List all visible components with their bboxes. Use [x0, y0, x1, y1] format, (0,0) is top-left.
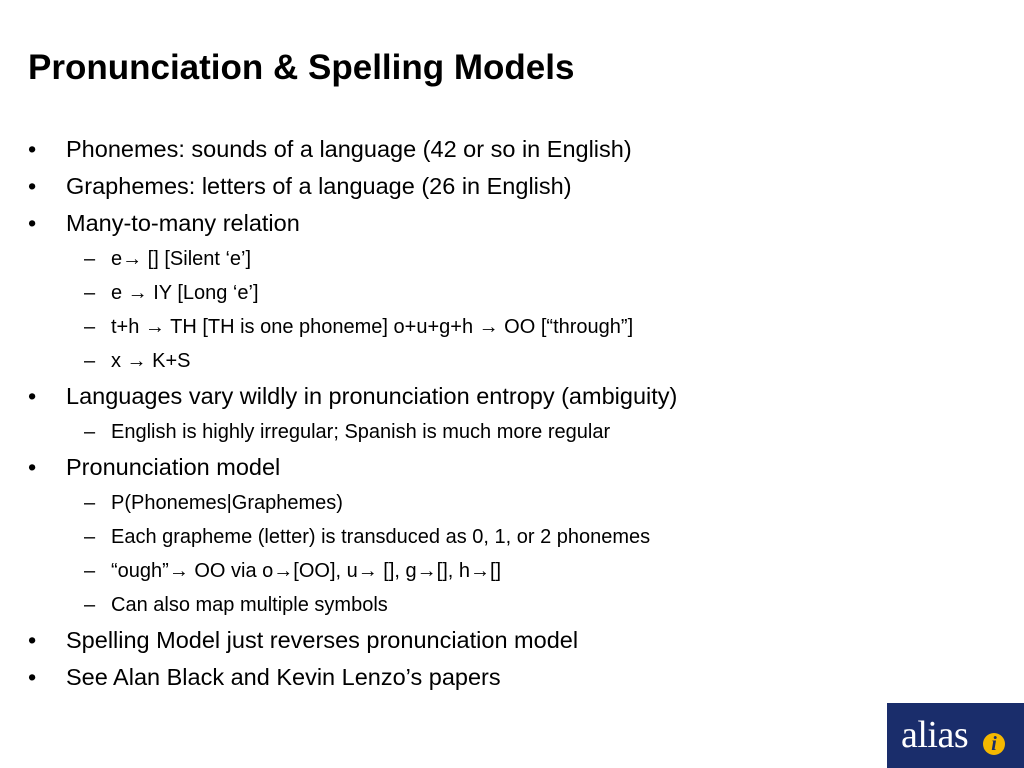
sub-bullet-item — [0, 588, 1024, 622]
sub-bullet-item — [0, 486, 1024, 520]
sub-bullet-text: “ough”→ OO via o→[OO], u→ [], g→[], h→[] — [111, 560, 502, 582]
slide-title: Pronunciation & Spelling Models — [28, 48, 575, 87]
bullet-item — [0, 378, 1024, 415]
bullet-item — [0, 622, 1024, 659]
logo-wordmark: alias — [901, 714, 969, 756]
dash-marker: – — [84, 594, 96, 616]
dash-marker: – — [84, 560, 96, 582]
sub-bullet-item — [0, 520, 1024, 554]
sub-bullet-text: P(Phonemes|Graphemes) — [111, 492, 343, 514]
dash-marker: – — [84, 350, 96, 372]
bullet-marker: • — [28, 454, 37, 480]
dash-marker: – — [84, 316, 96, 338]
dash-marker: – — [84, 421, 96, 443]
bullet-marker: • — [28, 664, 37, 690]
bullet-text: Graphemes: letters of a language (26 in English) — [66, 173, 572, 199]
sub-bullet-text: e → IY [Long ‘e’] — [111, 282, 259, 304]
dash-marker: – — [84, 282, 96, 304]
bullet-text: Spelling Model just reverses pronunciation model — [66, 627, 579, 653]
bullet-marker: • — [28, 383, 37, 409]
bullet-item — [0, 659, 1024, 696]
sub-bullet-text: e→ [] [Silent ‘e’] — [111, 248, 252, 270]
logo-i-mark: i — [991, 733, 997, 755]
bullet-list — [0, 131, 1024, 696]
sub-bullet-text: t+h → TH [TH is one phoneme] o+u+g+h → OO [“through”] — [111, 316, 634, 338]
sub-bullet-text: x → K+S — [111, 350, 191, 372]
bullet-item — [0, 131, 1024, 168]
sub-bullet-text: English is highly irregular; Spanish is much more regular — [111, 421, 611, 443]
bullet-item — [0, 205, 1024, 242]
alias-i-logo — [887, 703, 1024, 768]
bullet-item — [0, 449, 1024, 486]
sub-bullet-item — [0, 344, 1024, 378]
bullet-item — [0, 168, 1024, 205]
bullet-text: Languages vary wildly in pronunciation entropy (ambiguity) — [66, 383, 678, 409]
sub-bullet-item — [0, 415, 1024, 449]
sub-bullet-text: Can also map multiple symbols — [111, 594, 388, 616]
bullet-text: Many-to-many relation — [66, 210, 300, 236]
dash-marker: – — [84, 526, 96, 548]
dash-marker: – — [84, 248, 96, 270]
sub-bullet-item — [0, 310, 1024, 344]
bullet-text: See Alan Black and Kevin Lenzo’s papers — [66, 664, 501, 690]
bullet-marker: • — [28, 627, 37, 653]
bullet-marker: • — [28, 173, 37, 199]
sub-bullet-item — [0, 554, 1024, 588]
sub-bullet-item — [0, 276, 1024, 310]
sub-bullet-text: Each grapheme (letter) is transduced as 0, 1, or 2 phonemes — [111, 526, 651, 548]
bullet-marker: • — [28, 210, 37, 236]
bullet-text: Phonemes: sounds of a language (42 or so in English) — [66, 136, 632, 162]
bullet-marker: • — [28, 136, 37, 162]
sub-bullet-item — [0, 242, 1024, 276]
dash-marker: – — [84, 492, 96, 514]
bullet-text: Pronunciation model — [66, 454, 281, 480]
